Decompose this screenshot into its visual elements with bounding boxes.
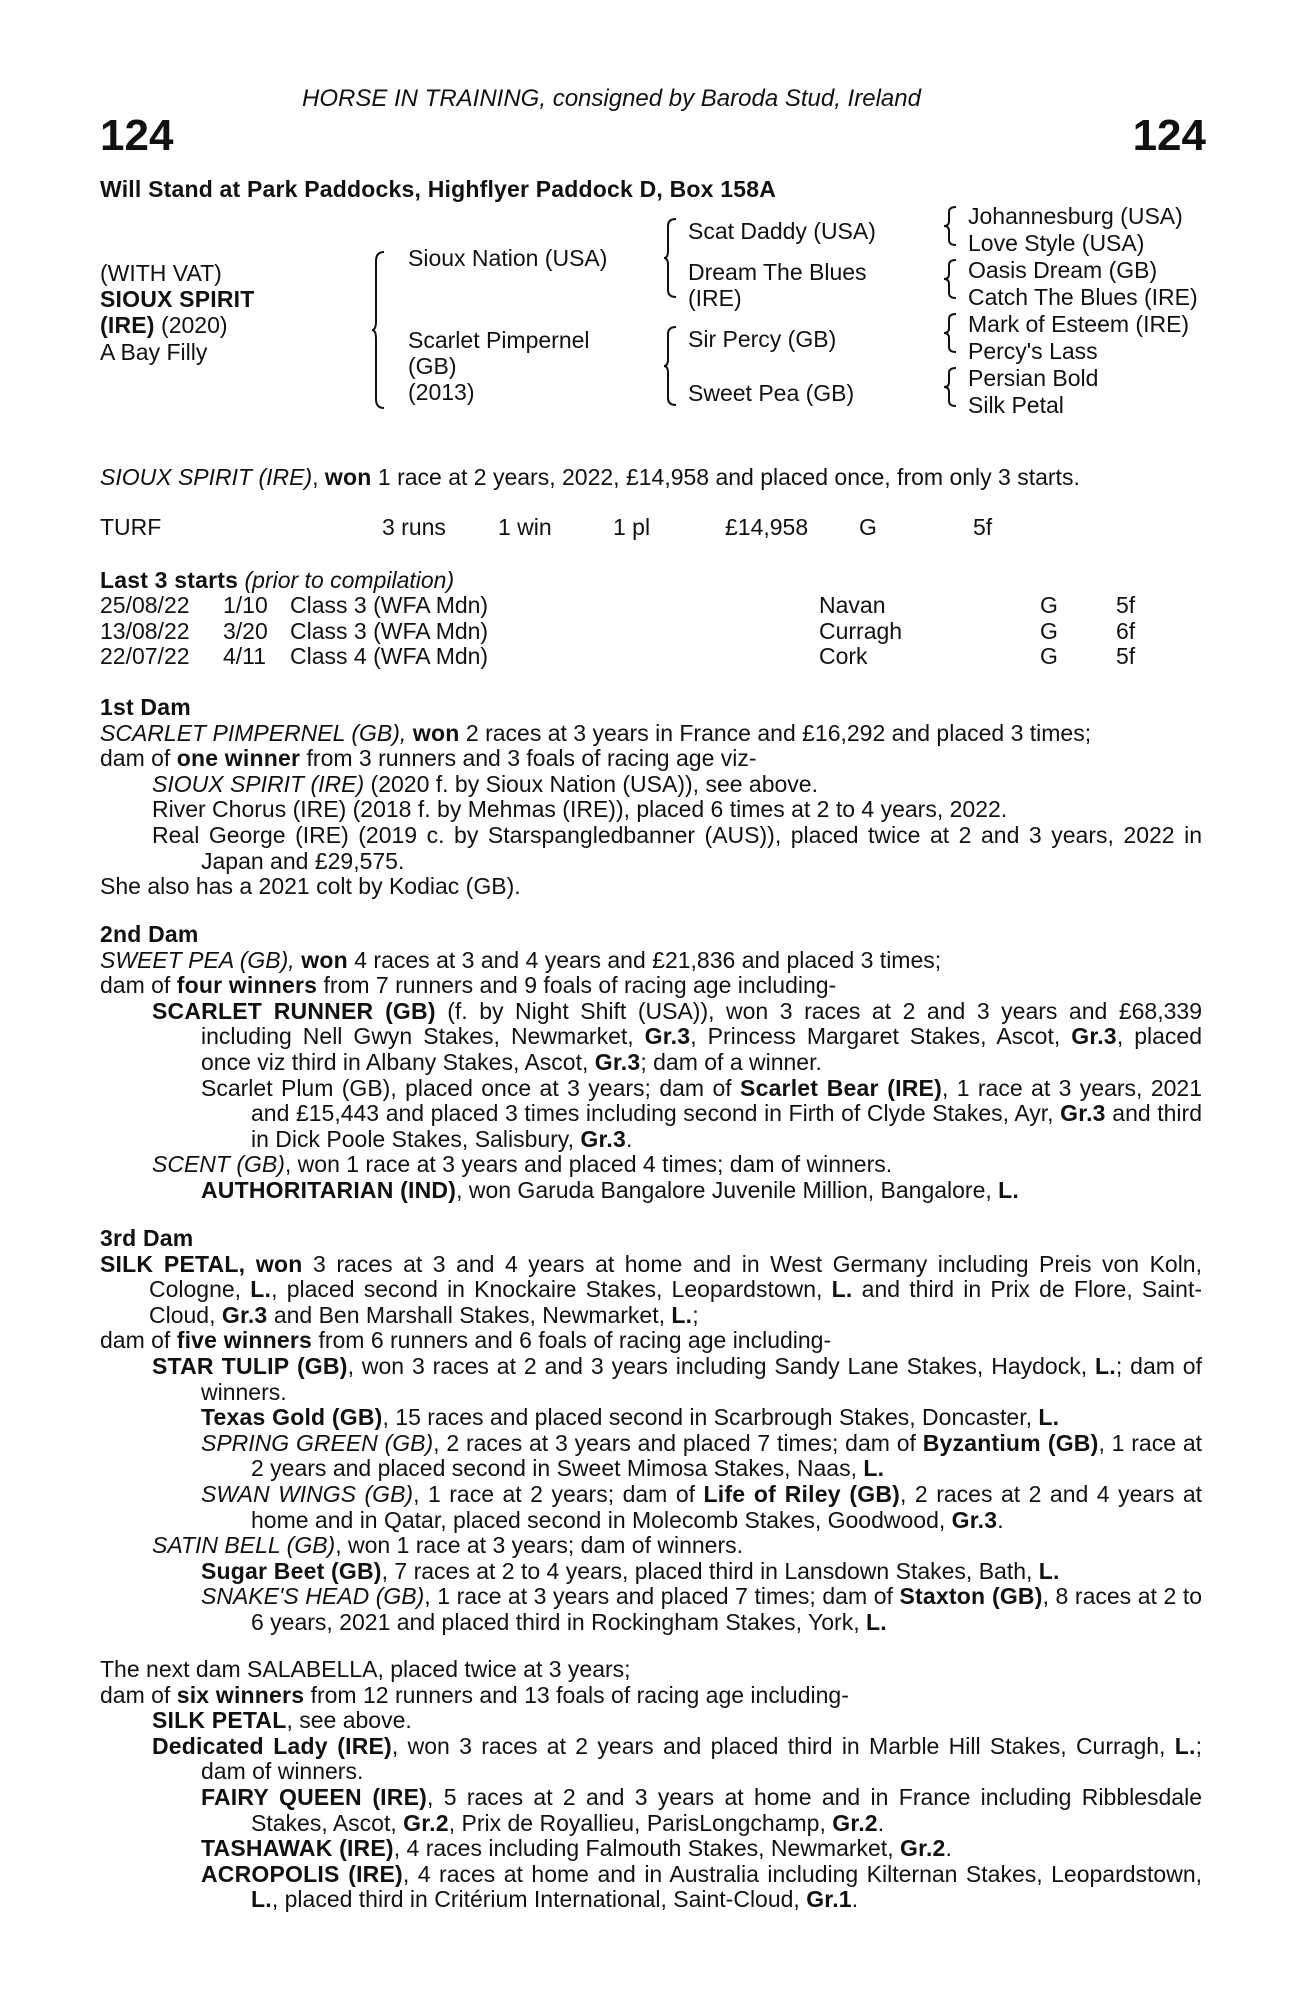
sire-dam-origin: (IRE) — [688, 285, 742, 311]
third-dam-offspring: SATIN BELL (GB), won 1 race at 3 years; dam of winners. — [152, 1532, 744, 1559]
next-dam-record: The next dam SALABELLA, placed twice at 3 years; — [100, 1656, 631, 1682]
sire-dam: Dream The Blues — [688, 259, 867, 285]
second-dam-heading: 2nd Dam — [100, 921, 199, 947]
second-dam-offspring: SCARLET RUNNER (GB) (f. by Night Shift (USA)), won 3 races at 2 and 3 years and £68,339 including Nell Gwyn Stakes, Newmarket, Gr.3, Princess Margaret Stakes, Ascot, Gr.3, placed once viz third in Albany Stakes, Ascot, Gr.3; dam of a winner. — [152, 997, 1202, 1075]
start-distance: 6f — [1116, 618, 1136, 644]
dam-dam: Sweet Pea (GB) — [688, 380, 855, 406]
stand-location: Will Stand at Park Paddocks, Highflyer Paddock D, Box 158A — [100, 176, 777, 202]
turf-distance: 5f — [973, 514, 993, 540]
start-date: 22/07/22 — [100, 643, 190, 669]
start-position: 3/20 — [223, 618, 268, 644]
second-dam-produce-summary: dam of four winners from 7 runners and 9 foals of racing age including- — [100, 972, 837, 999]
third-dam-grand-offspring: SWAN WINGS (GB), 1 race at 2 years; dam of Life of Riley (GB), 2 races at 2 and 4 years at home and in Qatar, placed second in Molecomb Stakes, Goodwood, Gr.3. — [201, 1480, 1203, 1533]
first-dam-offspring: Real George (IRE) (2019 c. by Starspangledbanner (AUS)), placed twice at 2 and 3 years, 2022 in Japan and £29,575. — [152, 821, 1202, 874]
turf-going: G — [859, 514, 877, 540]
dd-dam: Silk Petal — [968, 392, 1064, 418]
next-dam-offspring: SILK PETAL, see above. — [152, 1707, 412, 1734]
next-dam-grand-offspring: FAIRY QUEEN (IRE), 5 races at 2 and 3 years at home and in France including Ribblesdale Stakes, Ascot, Gr.2, Prix de Royallieu, ParisLongchamp, Gr.2. — [201, 1783, 1202, 1836]
ds-dam: Percy's Lass — [968, 338, 1098, 364]
start-race: Class 3 (WFA Mdn) — [290, 592, 489, 618]
brace-gen2-dam — [664, 326, 676, 406]
second-dam-grand-offspring: AUTHORITARIAN (IND), won Garuda Bangalore Juvenile Million, Bangalore, L. — [201, 1176, 1020, 1203]
brace-gen2-sire — [664, 218, 676, 298]
race-summary: SIOUX SPIRIT (IRE), won 1 race at 2 years, 2022, £14,958 and placed once, from only 3 starts. — [100, 464, 1080, 490]
catalogue-title: HORSE IN TRAINING, consigned by Baroda Stud, Ireland — [302, 85, 921, 112]
turf-label: TURF — [100, 514, 162, 540]
next-dam-offspring: Dedicated Lady (IRE), won 3 races at 2 years and placed third in Marble Hill Stakes, Curragh, L.; dam of winners. — [152, 1732, 1202, 1785]
vat-note: (WITH VAT) — [100, 260, 222, 286]
next-dam-produce-summary: dam of six winners from 12 runners and 13 foals of racing age including- — [100, 1681, 849, 1708]
dam-year: (2013) — [408, 379, 475, 405]
turf-runs: 3 runs — [382, 514, 446, 540]
start-going: G — [1040, 592, 1058, 618]
dd-sire: Persian Bold — [968, 365, 1099, 391]
start-race: Class 4 (WFA Mdn) — [290, 643, 489, 669]
third-dam-grand-offspring: SPRING GREEN (GB), 2 races at 3 years and placed 7 times; dam of Byzantium (GB), 1 race at 2 years and placed second in Sweet Mimosa Stakes, Naas, L. — [201, 1429, 1203, 1482]
start-going: G — [1040, 643, 1058, 669]
second-dam-section — [100, 922, 1202, 1204]
start-race: Class 3 (WFA Mdn) — [290, 618, 489, 644]
turf-earnings: £14,958 — [725, 514, 809, 540]
start-course: Curragh — [819, 618, 903, 644]
next-dam-grand-offspring: ACROPOLIS (IRE), 4 races at home and in Australia including Kilternan Stakes, Leopardstown, L., placed third in Critérium International, Saint-Cloud, Gr.1. — [201, 1860, 1203, 1913]
ss-dam: Love Style (USA) — [968, 230, 1145, 256]
horse-description: A Bay Filly — [100, 339, 208, 365]
start-position: 4/11 — [223, 643, 267, 669]
second-dam-grand-offspring: Scarlet Plum (GB), placed once at 3 years; dam of Scarlet Bear (IRE), 1 race at 3 years, 2021 and £15,443 and placed 3 times including second in Firth of Clyde Stakes, Ayr, Gr.3 and third in Dick Poole Stakes, Salisbury, Gr.3. — [201, 1074, 1202, 1152]
third-dam-record: SILK PETAL, won 3 races at 3 and 4 years at home and in West Germany including Preis von Koln, Cologne, L., placed second in Knockaire Stakes, Leopardstown, L. and third in Prix de Flore, Saint-Cloud, Gr.3 and Ben Marshall Stakes, Newmarket, L.; — [100, 1250, 1202, 1328]
third-dam-section — [100, 1226, 1202, 1636]
brace-gen1 — [372, 251, 384, 409]
brace-gen3-2 — [944, 259, 956, 299]
lot-number-left: 124 — [100, 111, 174, 160]
start-going: G — [1040, 618, 1058, 644]
third-dam-produce-summary: dam of five winners from 6 runners and 6 foals of racing age including- — [100, 1327, 832, 1354]
ss-sire: Johannesburg (USA) — [968, 203, 1183, 229]
sire-sire: Scat Daddy (USA) — [688, 218, 876, 244]
next-dam-grand-offspring: TASHAWAK (IRE), 4 races including Falmouth Stakes, Newmarket, Gr.2. — [201, 1835, 952, 1862]
next-dam-section — [100, 1657, 1202, 1913]
first-dam-note: She also has a 2021 colt by Kodiac (GB). — [100, 873, 521, 900]
start-course: Cork — [819, 643, 868, 669]
sire-name: Sioux Nation (USA) — [408, 245, 608, 271]
brace-gen3-4 — [944, 367, 956, 407]
second-dam-offspring: SCENT (GB), won 1 race at 3 years and placed 4 times; dam of winners. — [152, 1151, 893, 1178]
start-date: 13/08/22 — [100, 618, 190, 644]
third-dam-grand-offspring: Sugar Beet (GB), 7 races at 2 to 4 years, placed third in Lansdown Stakes, Bath, L. — [201, 1557, 1060, 1584]
dam-origin: (GB) — [408, 353, 457, 379]
horse-origin-year: (IRE) (2020) — [100, 312, 228, 338]
dam-name: Scarlet Pimpernel — [408, 327, 590, 353]
start-date: 25/08/22 — [100, 592, 190, 618]
start-distance: 5f — [1116, 643, 1136, 669]
dam-sire: Sir Percy (GB) — [688, 326, 837, 352]
start-distance: 5f — [1116, 592, 1136, 618]
third-dam-grand-offspring: Texas Gold (GB), 15 races and placed second in Scarbrough Stakes, Doncaster, L. — [201, 1404, 1060, 1431]
last-starts-heading: Last 3 starts (prior to compilation) — [100, 567, 455, 593]
first-dam-produce-summary: dam of one winner from 3 runners and 3 foals of racing age viz- — [100, 745, 757, 772]
first-dam-record: SCARLET PIMPERNEL (GB), won 2 races at 3 years in France and £16,292 and placed 3 times; — [100, 719, 1092, 746]
horse-name: SIOUX SPIRIT — [100, 286, 255, 312]
first-dam-section — [100, 695, 1202, 900]
first-dam-heading: 1st Dam — [100, 694, 191, 720]
third-dam-grand-offspring: SNAKE'S HEAD (GB), 1 race at 3 years and placed 7 times; dam of Staxton (GB), 8 races at 2 to 6 years, 2021 and placed third in Rockingham Stakes, York, L. — [201, 1583, 1203, 1635]
start-position: 1/10 — [223, 592, 268, 618]
third-dam-offspring: STAR TULIP (GB), won 3 races at 2 and 3 years including Sandy Lane Stakes, Haydock, L.; dam of winners. — [152, 1352, 1202, 1405]
turf-placed: 1 pl — [613, 514, 651, 540]
brace-gen3-3 — [944, 313, 956, 353]
turf-wins: 1 win — [498, 514, 552, 540]
lot-number-right: 124 — [1132, 111, 1206, 160]
brace-gen3-1 — [944, 206, 956, 246]
first-dam-offspring: River Chorus (IRE) (2018 f. by Mehmas (IRE)), placed 6 times at 2 to 4 years, 2022. — [152, 796, 1008, 823]
ds-sire: Mark of Esteem (IRE) — [968, 311, 1190, 337]
start-course: Navan — [819, 592, 886, 618]
first-dam-offspring: SIOUX SPIRIT (IRE) (2020 f. by Sioux Nation (USA)), see above. — [152, 770, 818, 797]
sd-sire: Oasis Dream (GB) — [968, 257, 1158, 283]
sd-dam: Catch The Blues (IRE) — [968, 284, 1198, 310]
second-dam-record: SWEET PEA (GB), won 4 races at 3 and 4 years and £21,836 and placed 3 times; — [100, 946, 942, 973]
third-dam-heading: 3rd Dam — [100, 1225, 194, 1251]
